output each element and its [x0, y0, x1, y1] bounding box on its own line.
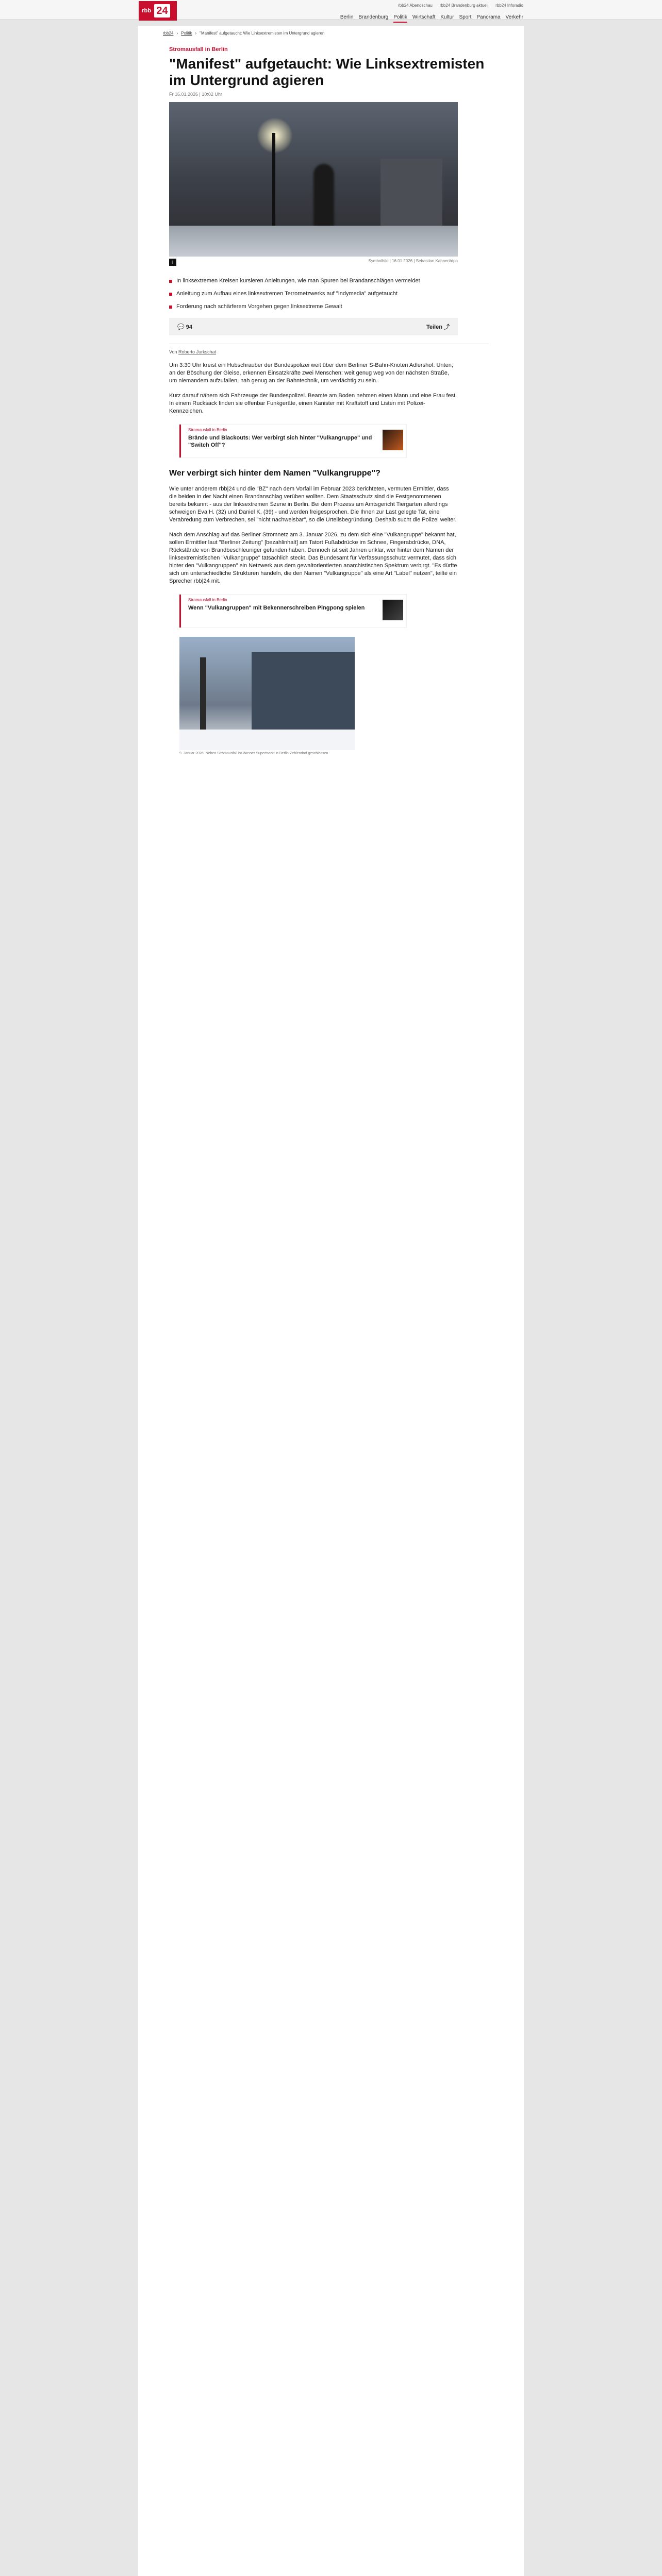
logo-rbb: rbb	[142, 8, 152, 14]
byline-prefix: Von	[169, 349, 177, 354]
rbb24-logo[interactable]	[139, 1, 177, 21]
article-kicker: Stromausfall in Berlin	[169, 46, 228, 53]
paragraph: Um 3:30 Uhr kreist ein Hubschrauber der Bundespolizei weit über dem Berliner S-Bahn-Knoten Adlershof. Unten, an der Böschung der Gleise, erkennen Einsatzkräfte zwei Menschen: weit genug weg von der nächsten Straße, um niemandem aufzufallen, nah genug an der Bahntechnik, um verdächtig zu sein.	[169, 362, 453, 384]
nav-wirtschaft[interactable]: Wirtschaft	[412, 14, 436, 20]
image-building	[252, 652, 355, 740]
summary-item: Forderung nach schärferem Vorgehen gegen linksextreme Gewalt	[169, 303, 458, 311]
teaser-thumbnail	[383, 430, 403, 450]
hero-house	[380, 159, 442, 231]
summary-item: Anleitung zum Aufbau eines linksextremen Terrornetzwerks auf "Indymedia" aufgetaucht	[169, 290, 458, 298]
breadcrumb-politik[interactable]: Politik	[181, 31, 192, 36]
breadcrumb-sep: ›	[195, 31, 197, 36]
image-tree	[200, 657, 206, 740]
article-date: Fr 16.01.2026 | 10:02 Uhr	[169, 92, 222, 97]
section-heading: Wer verbirgt sich hinter dem Namen "Vulkangruppe"?	[169, 469, 380, 478]
nav-politik[interactable]: Politik	[393, 14, 407, 23]
inline-image-caption: 9. Januar 2026: Neben Stromausfall ist Wasser Supermarkt in Berlin-Zehlendorf geschlossen	[179, 752, 328, 755]
comments-button[interactable]: 💬 94	[177, 324, 193, 330]
paragraph: Nach dem Anschlag auf das Berliner Stromnetz am 3. Januar 2026, zu dem sich eine "Vulkangruppe" bekannt hat, sollen Ermittler laut "Berliner Zeitung" [bezahlinhalt] am Tatort Fußabdrücke im Schnee, Fingerabdrücke, DNA, Rückstände von Brandbeschleuniger gefunden haben. Dennoch ist seit Jahren unklar, wer hinter dem Namen der linksextremistischen "Vulkangruppe" tatsächlich steckt. Das Bundesamt für Verfassungsschutz vermutet, dass sich hinter den "Vulkangruppen" ein Netzwerk aus dem gewaltorientierten anarchistischen Spektrum verbirgt. "Es dürfte sich um unterschiedliche Strukturen handeln, die den Namen "Vulkangruppe" als eine Art "Label" nutzen", teilte ein Sprecher rbb|24 mit.	[169, 532, 457, 584]
main-nav	[340, 14, 523, 23]
breadcrumb	[163, 31, 324, 36]
nav-verkehr[interactable]: Verkehr	[505, 14, 523, 20]
related-teaser[interactable]	[179, 595, 406, 628]
nav-sport[interactable]: Sport	[459, 14, 472, 20]
top-link-inforadio[interactable]: rbb24 Inforadio	[495, 3, 523, 8]
summary-list	[169, 277, 458, 311]
inline-image[interactable]	[179, 637, 355, 750]
breadcrumb-sep: ›	[176, 31, 178, 36]
comments-count: 94	[186, 324, 193, 330]
byline	[169, 344, 489, 354]
teaser-kicker: Stromausfall in Berlin	[188, 428, 227, 432]
hero-snow	[169, 226, 458, 257]
breadcrumb-current: "Manifest" aufgetaucht: Wie Linksextremisten im Untergrund agieren	[200, 31, 325, 36]
paragraph: Kurz darauf nähern sich Fahrzeuge der Bundespolizei. Beamte am Boden nehmen einen Mann und eine Frau fest. In einem Rucksack finden sie offenbar Funkgeräte, einen Kanister mit Kraftstoff und Listen mit Polizei-Kennzeichen.	[169, 393, 457, 414]
paragraph: Wie unter anderem rbb|24 und die "BZ" nach dem Vorfall im Februar 2023 berichteten, vermuten Ermittler, dass die beiden in der Nacht einen Brandanschlag verüben wollten. Dem Staatsschutz sind die Festgenommenen bereits bekannt - aus der linksextremen Szene in Berlin. Bei dem Prozess am Amtsgericht Tiergarten allerdings schweigen Eva H. (32) und Daniel K. (39) - und werden freigesprochen. Die Ihnen zur Last gelegte Tat, eine Verabredung zum Verbrechen, sei "nicht nachweisbar", so die Urteilsbegründung. Deshalb sucht die Polizei weiter.	[169, 486, 457, 523]
image-snow	[179, 730, 355, 750]
teaser-kicker: Stromausfall in Berlin	[188, 598, 227, 602]
teaser-thumbnail	[383, 600, 403, 620]
top-links	[398, 3, 523, 8]
hero-caption	[169, 259, 458, 266]
info-icon[interactable]: i	[169, 259, 176, 266]
nav-berlin[interactable]: Berlin	[340, 14, 354, 20]
share-button[interactable]: Teilen ⤴	[426, 324, 450, 330]
teaser-title: Brände und Blackouts: Wer verbirgt sich hinter "Vulkangruppe" und "Switch Off"?	[188, 435, 372, 448]
author-link[interactable]: Roberto Jurkschat	[178, 349, 217, 354]
summary-item: In linksextremen Kreisen kursieren Anleitungen, wie man Spuren bei Brandanschlägen vermeidet	[169, 277, 458, 285]
article-container	[138, 26, 524, 2576]
top-link-abendschau[interactable]: rbb24 Abendschau	[398, 3, 433, 8]
breadcrumb-rbb24[interactable]: rbb24	[163, 31, 174, 36]
nav-kultur[interactable]: Kultur	[440, 14, 454, 20]
nav-brandenburg[interactable]: Brandenburg	[358, 14, 389, 20]
logo-24: 24	[154, 4, 170, 18]
hero-image[interactable]	[169, 102, 458, 257]
hero-caption-text: Symbolbild | 16.01.2026 | Sebastian Kahnert/dpa	[368, 259, 458, 263]
share-label: Teilen	[426, 324, 442, 330]
share-bar	[169, 318, 458, 335]
article-title: "Manifest" aufgetaucht: Wie Linksextremisten im Untergrund agieren	[169, 56, 485, 88]
related-teaser[interactable]	[179, 425, 406, 457]
nav-panorama[interactable]: Panorama	[476, 14, 501, 20]
teaser-title: Wenn "Vulkangruppen" mit Bekennerschreiben Pingpong spielen	[188, 605, 365, 611]
article-body	[169, 46, 489, 755]
top-link-brandenburg-aktuell[interactable]: rbb24 Brandenburg aktuell	[439, 3, 489, 8]
